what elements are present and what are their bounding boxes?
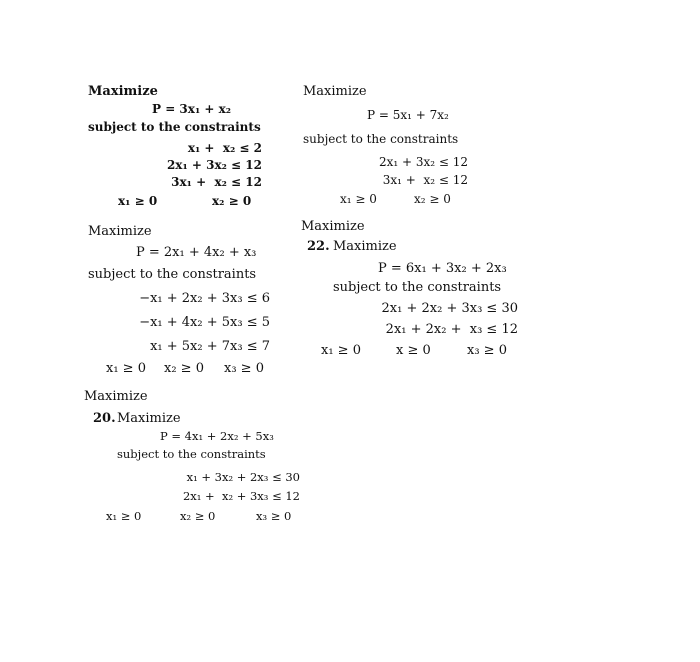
problem-a-nonneg-1: x₁ ≥ 0	[118, 194, 158, 208]
problem-d-nonneg-1: x₁ ≥ 0	[321, 343, 361, 358]
problem-b-nonneg-2: x₂ ≥ 0	[414, 192, 451, 206]
problem-a-nonneg-2: x₂ ≥ 0	[212, 194, 252, 208]
problem-d-pre-heading: Maximize	[301, 219, 365, 234]
problem-e-heading: Maximize	[117, 411, 181, 426]
problem-a-constraint-2: 2x₁ + 3x₂ ≤ 12	[166, 158, 262, 172]
problem-c-constraint-1: −x₁ + 2x₂ + 3x₃ ≤ 6	[139, 291, 270, 306]
problem-a-heading: Maximize	[88, 84, 158, 99]
problem-e-nonneg-2: x₂ ≥ 0	[180, 509, 216, 523]
problem-b-heading: Maximize	[303, 84, 367, 99]
problem-d-subject: subject to the constraints	[333, 280, 502, 295]
problem-d-heading: Maximize	[333, 239, 397, 254]
problem-b-subject: subject to the constraints	[303, 132, 459, 146]
problem-b-nonneg-1: x₁ ≥ 0	[340, 192, 377, 206]
problem-e-constraint-2: 2x₁ + x₂ + 3x₃ ≤ 12	[182, 489, 300, 503]
problem-d-number: 22.	[307, 239, 330, 254]
problem-e-objective: P = 4x₁ + 2x₂ + 5x₃	[160, 429, 274, 443]
problem-a-objective: P = 3x₁ + x₂	[152, 102, 232, 116]
problem-d-nonneg-3: x₃ ≥ 0	[467, 343, 507, 358]
problem-d-nonneg-2: x ≥ 0	[396, 343, 431, 358]
problem-b-objective: P = 5x₁ + 7x₂	[367, 108, 449, 122]
problem-c-nonneg-3: x₃ ≥ 0	[224, 361, 264, 376]
problem-e-number: 20.	[93, 411, 116, 426]
problem-c-nonneg-2: x₂ ≥ 0	[164, 361, 204, 376]
problem-e-pre-heading: Maximize	[84, 389, 148, 404]
problem-c-subject: subject to the constraints	[88, 267, 257, 282]
problem-d-constraint-1: 2x₁ + 2x₂ + 3x₃ ≤ 30	[381, 301, 518, 316]
problem-e-nonneg-1: x₁ ≥ 0	[106, 509, 142, 523]
problem-d-constraint-2: 2x₁ + 2x₂ + x₃ ≤ 12	[385, 322, 518, 337]
problem-c-heading: Maximize	[88, 224, 152, 239]
problem-e-nonneg-3: x₃ ≥ 0	[256, 509, 292, 523]
problem-c-constraint-2: −x₁ + 4x₂ + 5x₃ ≤ 5	[139, 315, 270, 330]
problem-b-constraint-2: 3x₁ + x₂ ≤ 12	[382, 173, 468, 187]
problem-b-constraint-1: 2x₁ + 3x₂ ≤ 12	[378, 155, 468, 169]
problem-c-nonneg-1: x₁ ≥ 0	[106, 361, 146, 376]
problem-e-constraint-1: x₁ + 3x₂ + 2x₃ ≤ 30	[186, 470, 300, 484]
problem-e-subject: subject to the constraints	[117, 447, 266, 461]
problem-a-constraint-1: x₁ + x₂ ≤ 2	[187, 141, 262, 155]
problem-a-subject: subject to the constraints	[88, 120, 261, 134]
problem-c-objective: P = 2x₁ + 4x₂ + x₃	[136, 245, 257, 260]
problem-d-objective: P = 6x₁ + 3x₂ + 2x₃	[378, 261, 507, 276]
problem-a-constraint-3: 3x₁ + x₂ ≤ 12	[171, 175, 262, 189]
problem-c-constraint-3: x₁ + 5x₂ + 7x₃ ≤ 7	[150, 339, 270, 354]
